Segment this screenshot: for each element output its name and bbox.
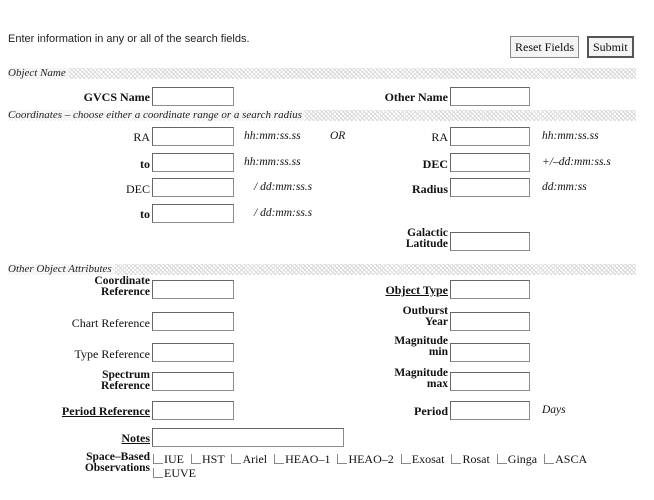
gvcs-name-label: GVCS Name xyxy=(83,90,150,104)
type-reference-input[interactable] xyxy=(152,343,234,362)
other-name-input[interactable] xyxy=(450,87,530,106)
ra-from-input[interactable] xyxy=(152,127,234,146)
checkbox-euve[interactable] xyxy=(153,468,163,478)
period-unit: Days xyxy=(542,404,566,416)
ra-to-label: to xyxy=(140,157,150,171)
dec-search-input[interactable] xyxy=(450,153,530,172)
checkbox-hst[interactable] xyxy=(191,454,201,464)
outburst-year-input[interactable] xyxy=(450,312,530,331)
checkbox-asca[interactable] xyxy=(544,454,554,464)
observation-label: HEAO–1 xyxy=(285,452,331,466)
ra-search-unit: hh:mm:ss.ss xyxy=(542,130,599,142)
observation-label: Ariel xyxy=(242,452,268,466)
checkbox-exosat[interactable] xyxy=(401,454,411,464)
or-text: OR xyxy=(330,130,346,142)
coordinate-reference-input[interactable] xyxy=(152,280,234,299)
period-input[interactable] xyxy=(450,401,530,420)
spectrum-reference-input[interactable] xyxy=(152,372,234,391)
galactic-latitude-label: Galactic Latitude xyxy=(405,227,448,250)
section-coordinates: Coordinates – choose either a coordinate range or a search radius xyxy=(8,110,636,121)
space-based-observations-label: Space–Based Observations xyxy=(84,451,150,474)
section-object-name: Object Name xyxy=(8,68,636,79)
period-reference-link[interactable]: Period Reference xyxy=(61,404,150,418)
other-name-label: Other Name xyxy=(384,90,448,104)
magnitude-min-input[interactable] xyxy=(450,343,530,362)
checkbox-heao-1[interactable] xyxy=(274,454,284,464)
magnitude-min-label: Magnitude min xyxy=(394,335,448,358)
type-reference-label: Type Reference xyxy=(74,347,150,361)
reset-fields-button[interactable]: Reset Fields xyxy=(510,36,579,58)
observation-label: IUE xyxy=(164,452,184,466)
checkbox-iue[interactable] xyxy=(153,454,163,464)
notes-input[interactable] xyxy=(152,428,344,447)
notes-link[interactable]: Notes xyxy=(121,431,150,445)
ra-right-label: RA xyxy=(431,130,448,144)
dec-label: DEC xyxy=(126,182,150,196)
dec-search-unit: +/–dd:mm:ss.s xyxy=(542,156,611,168)
coordinate-reference-label: Coordinate Reference xyxy=(94,275,150,298)
observation-label: Exosat xyxy=(411,452,445,466)
dec-to-input[interactable] xyxy=(152,204,234,223)
ra-label: RA xyxy=(133,130,150,144)
dec-from-unit: / dd:mm:ss.s xyxy=(254,181,313,193)
section-other-attributes: Other Object Attributes xyxy=(8,264,636,275)
ra-to-unit: hh:mm:ss.ss xyxy=(244,156,301,168)
observation-label: HEAO–2 xyxy=(348,452,394,466)
observation-label: Rosat xyxy=(462,452,490,466)
dec-right-label: DEC xyxy=(422,157,448,171)
spectrum-reference-label: Spectrum Reference xyxy=(101,369,150,392)
radius-unit: dd:mm:ss xyxy=(542,181,587,193)
observations-row-1 xyxy=(149,452,587,467)
observation-label: HST xyxy=(202,452,225,466)
outburst-year-label: Outburst Year xyxy=(402,305,448,328)
observation-label: ASCA xyxy=(555,452,588,466)
object-type-input[interactable] xyxy=(450,280,530,299)
checkbox-ginga[interactable] xyxy=(497,454,507,464)
radius-label: Radius xyxy=(411,182,448,196)
radius-input[interactable] xyxy=(450,178,530,197)
checkbox-rosat[interactable] xyxy=(451,454,461,464)
chart-reference-label: Chart Reference xyxy=(71,316,150,330)
submit-button[interactable]: Submit xyxy=(587,36,634,58)
ra-to-input[interactable] xyxy=(152,153,234,172)
ra-from-unit: hh:mm:ss.ss xyxy=(244,130,301,142)
dec-from-input[interactable] xyxy=(152,178,234,197)
observations-row-2 xyxy=(149,466,196,481)
checkbox-heao-2[interactable] xyxy=(337,454,347,464)
chart-reference-input[interactable] xyxy=(152,312,234,331)
dec-to-unit: / dd:mm:ss.s xyxy=(254,207,313,219)
checkbox-ariel[interactable] xyxy=(231,454,241,464)
galactic-latitude-input[interactable] xyxy=(450,232,530,251)
ra-search-input[interactable] xyxy=(450,127,530,146)
period-reference-input[interactable] xyxy=(152,401,234,420)
dec-to-label: to xyxy=(140,207,150,221)
magnitude-max-label: Magnitude max xyxy=(394,367,448,390)
period-label: Period xyxy=(414,404,448,418)
magnitude-max-input[interactable] xyxy=(450,372,530,391)
gvcs-name-input[interactable] xyxy=(152,87,234,106)
intro-text: Enter information in any or all of the search fields. xyxy=(8,33,250,45)
observation-label: Ginga xyxy=(507,452,538,466)
object-type-link[interactable]: Object Type xyxy=(385,283,448,297)
observation-label: EUVE xyxy=(164,466,196,480)
